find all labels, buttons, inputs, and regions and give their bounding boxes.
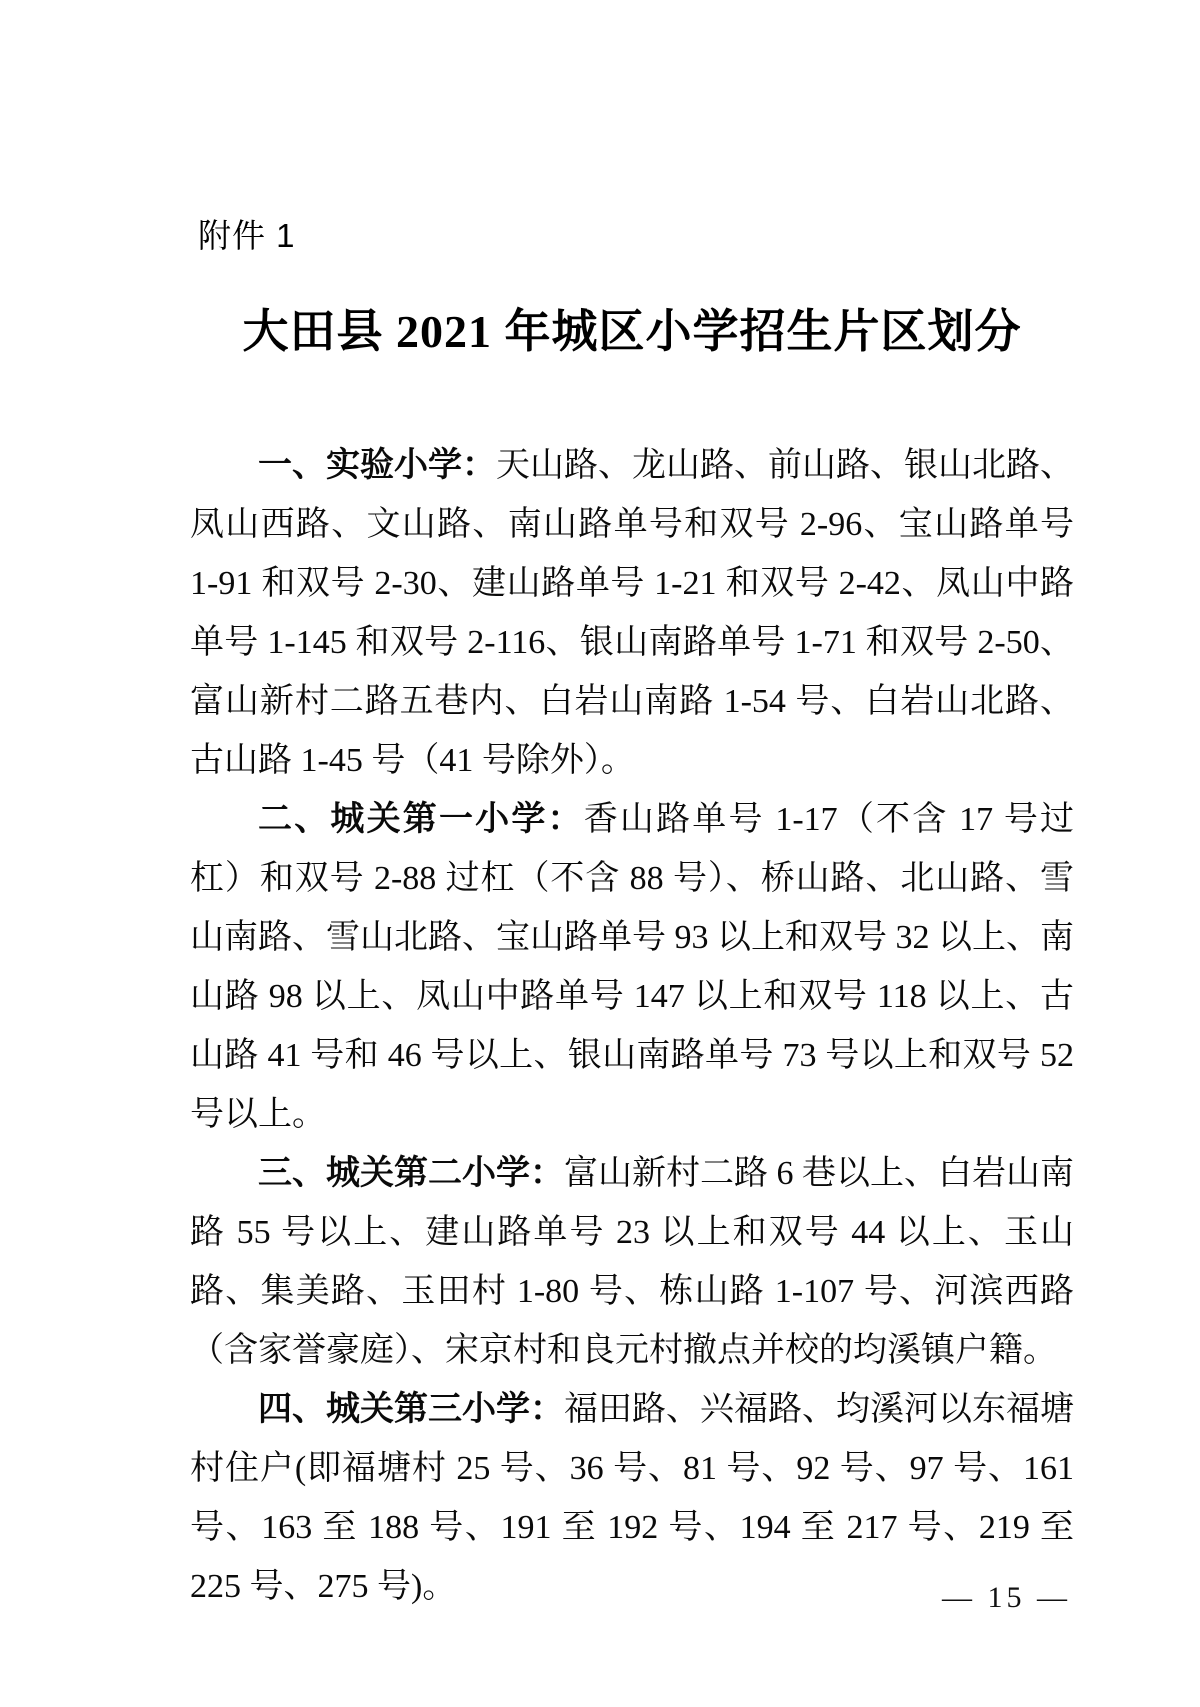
document-body: [190, 436, 1074, 1616]
document-title: 大田县 2021 年城区小学招生片区划分: [242, 306, 1022, 357]
section-heading: 二、城关第一小学：: [258, 800, 584, 838]
section-text: 富山新村二路 6 巷以上、白岩山南路 55 号以上、建山路单号 23 以上和双号 44 以上、玉山路、集美路、玉田村 1-80 号、栋山路 1-107 号、河滨西路（含家誉豪庭）、宋京村和良元村撤点并校的均溪镇户籍。: [190, 1155, 1074, 1369]
section-paragraph: [190, 1144, 1074, 1380]
section-heading: 四、城关第三小学：: [258, 1390, 564, 1428]
section-heading: 三、城关第二小学：: [258, 1154, 564, 1192]
section-paragraph: [190, 790, 1074, 1144]
section-paragraph: [190, 436, 1074, 790]
page-number: — 15 —: [942, 1581, 1071, 1614]
section-text: 福田路、兴福路、均溪河以东福塘村住户(即福塘村 25 号、36 号、81 号、92 号、97 号、161 号、163 至 188 号、191 至 192 号、194 至 217 号、219 至 225 号、275 号)。: [190, 1391, 1074, 1605]
section-text: 香山路单号 1-17（不含 17 号过杠）和双号 2-88 过杠（不含 88 号）、桥山路、北山路、雪山南路、雪山北路、宝山路单号 93 以上和双号 32 以上、南山路 98 以上、凤山中路单号 147 以上和双号 118 以上、古山路 41 号和 46 号以上、银山南路单号 73 号以上和双号 52 号以上。: [190, 801, 1075, 1133]
section-heading: 一、实验小学：: [258, 446, 496, 484]
attachment-label: 附件 1: [198, 217, 296, 254]
section-text: 天山路、龙山路、前山路、银山北路、凤山西路、文山路、南山路单号和双号 2-96、宝山路单号 1-91 和双号 2-30、建山路单号 1-21 和双号 2-42、凤山中路单号 1-145 和双号 2-116、银山南路单号 1-71 和双号 2-50、富山新村二路五巷内、白岩山南路 1-54 号、白岩山北路、古山路 1-45 号（41 号除外）。: [190, 447, 1074, 779]
